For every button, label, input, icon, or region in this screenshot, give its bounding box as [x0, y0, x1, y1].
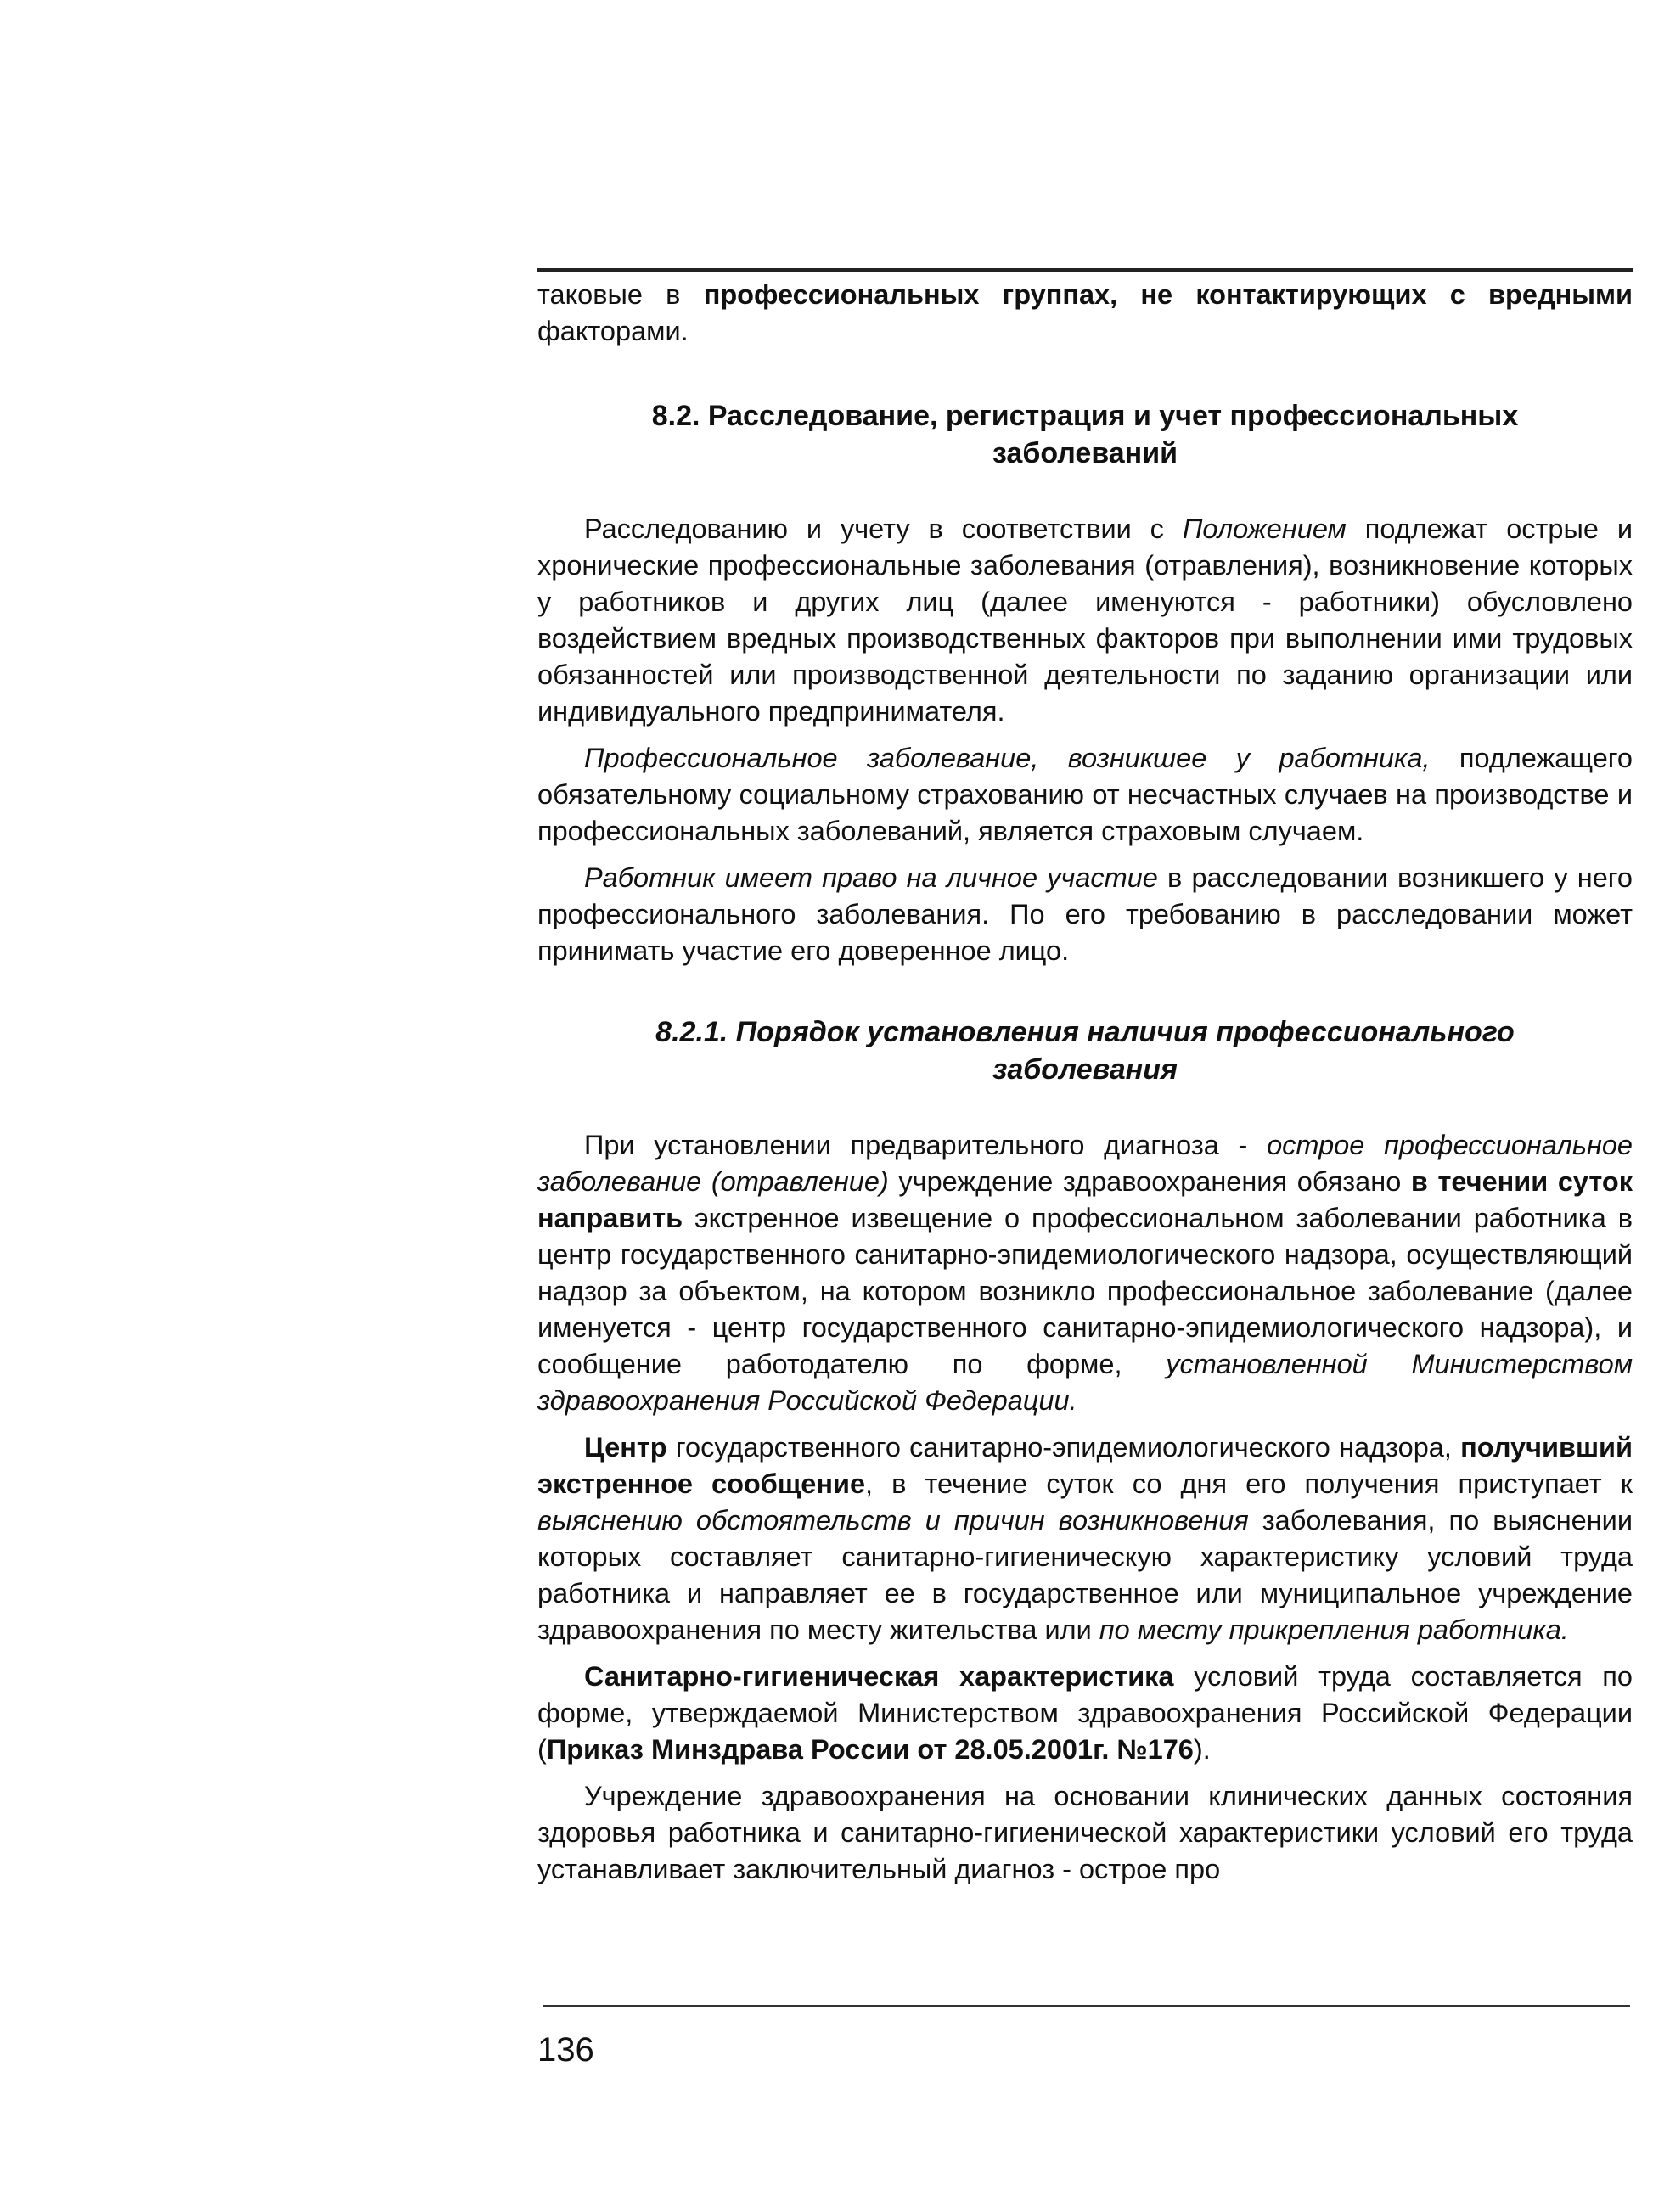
s821-p2-bold-2: получивший экстренное сообщение [537, 1432, 1633, 1499]
section-8-2-1-heading [537, 1013, 1633, 1088]
section-8-2-title-line1: 8.2. Расследование, регистрация и учет профессиональных [651, 400, 1519, 432]
continuation-text-1: таковые в [537, 279, 704, 310]
s821-p3-text-4: ). [1193, 1734, 1211, 1765]
section-8-2-1-paragraph-1 [537, 1127, 1633, 1419]
s821-p3-bold-1: Санитарно-гигиеническая характеристика [584, 1661, 1174, 1692]
s821-p2-italic-2: по месту прикрепления работника. [1099, 1614, 1569, 1645]
continuation-text-bold: профессиональных группах, не контактирующих с вредными [703, 279, 1633, 310]
s82-p2-text: подлежащего обязательному социальному страхованию от несчастных случаев на производстве и профессиональных заболеваний, является страховым случаем. [537, 743, 1633, 846]
section-8-2-1-title-line2: заболевания [992, 1053, 1178, 1086]
page-content [537, 277, 1633, 1888]
s821-p3-text-2: условий труда составляется по форме, утверждаемой Министерством здравоохранения Российской Федерации ( [537, 1661, 1633, 1765]
s821-p2-italic-1: выяснению обстоятельств и причин возникновения [537, 1505, 1249, 1535]
section-8-2-1-paragraph-3 [537, 1659, 1633, 1768]
section-8-2-heading [537, 397, 1633, 472]
s82-p1-text-1: Расследованию и учету в соответствии с [584, 514, 1183, 544]
s821-p2-bold-1: Центр [584, 1432, 667, 1463]
section-8-2-1-title-line1: 8.2.1. Порядок установления наличия профессионального [655, 1016, 1515, 1048]
s821-p1-italic-2: установленной Министерством здравоохранения Российской Федерации. [537, 1349, 1633, 1416]
section-8-2-paragraph-1 [537, 511, 1633, 730]
s82-p1-text-3: подлежат острые и хронические профессиональные заболевания (отравления), возникновение которых у работников и других лиц (далее именуются - работники) обусловлено воздействием вредных производственных факторов при выполнении ими трудовых обязанностей или производственной деятельности по заданию организации или индивидуального предпринимателя. [537, 514, 1633, 727]
section-8-2-paragraph-2 [537, 740, 1633, 850]
s821-p2-text-2: государственного санитарно-эпидемиологического надзора, [666, 1432, 1461, 1463]
continuation-paragraph [537, 277, 1633, 350]
section-8-2-title-line2: заболеваний [992, 437, 1178, 469]
s821-p2-text-6: заболевания, по выяснении которых составляет санитарно-гигиеническую характеристику условий труда работника и направляет ее в государственное или муниципальное учреждение здравоохранения по месту жительства или [537, 1505, 1633, 1645]
s82-p2-italic: Профессиональное заболевание, возникшее у работника, [584, 743, 1431, 773]
section-8-2-1-paragraph-4 [537, 1778, 1633, 1888]
section-8-2-1-paragraph-2 [537, 1429, 1633, 1648]
continuation-text-3: факторами. [537, 316, 689, 346]
section-8-2-paragraph-3 [537, 860, 1633, 969]
top-rule [537, 268, 1633, 272]
s821-p1-text-3: учреждение здравоохранения обязано [888, 1166, 1411, 1197]
s821-p3-bold-2: Приказ Минздрава России от 28.05.2001г. №176 [546, 1734, 1194, 1765]
s821-p1-text-1: При установлении предварительного диагноза - [584, 1130, 1268, 1160]
s821-p1-text-5: экстренное извещение о профессиональном заболевании работника в центр государственного санитарно-эпидемиологического надзора, осуществляющий надзор за объектом, на котором возникло профессиональное заболевание (далее именуется - центр государственного санитарно-эпидемиологического надзора), и сообщение работодателю по форме, [537, 1203, 1633, 1379]
s82-p3-text: в расследовании возникшего у него профессионального заболевания. По его требованию в расследовании может принимать участие его доверенное лицо. [537, 862, 1633, 966]
page-number: 136 [537, 2031, 594, 2069]
s821-p1-italic-1: острое профессиональное заболевание (отравление) [537, 1130, 1633, 1197]
s821-p1-bold: в течении суток направить [537, 1166, 1633, 1233]
s82-p3-italic: Работник имеет право на личное участие [584, 862, 1158, 893]
s821-p4-text: Учреждение здравоохранения на основании клинических данных состояния здоровья работника и санитарно-гигиенической характеристики условий его труда устанавливает заключительный диагноз - острое про [537, 1781, 1633, 1884]
bottom-rule [543, 2005, 1630, 2007]
s82-p1-italic: Положением [1182, 514, 1347, 544]
s821-p2-text-4: , в течение суток со дня его получения приступает к [865, 1468, 1633, 1499]
